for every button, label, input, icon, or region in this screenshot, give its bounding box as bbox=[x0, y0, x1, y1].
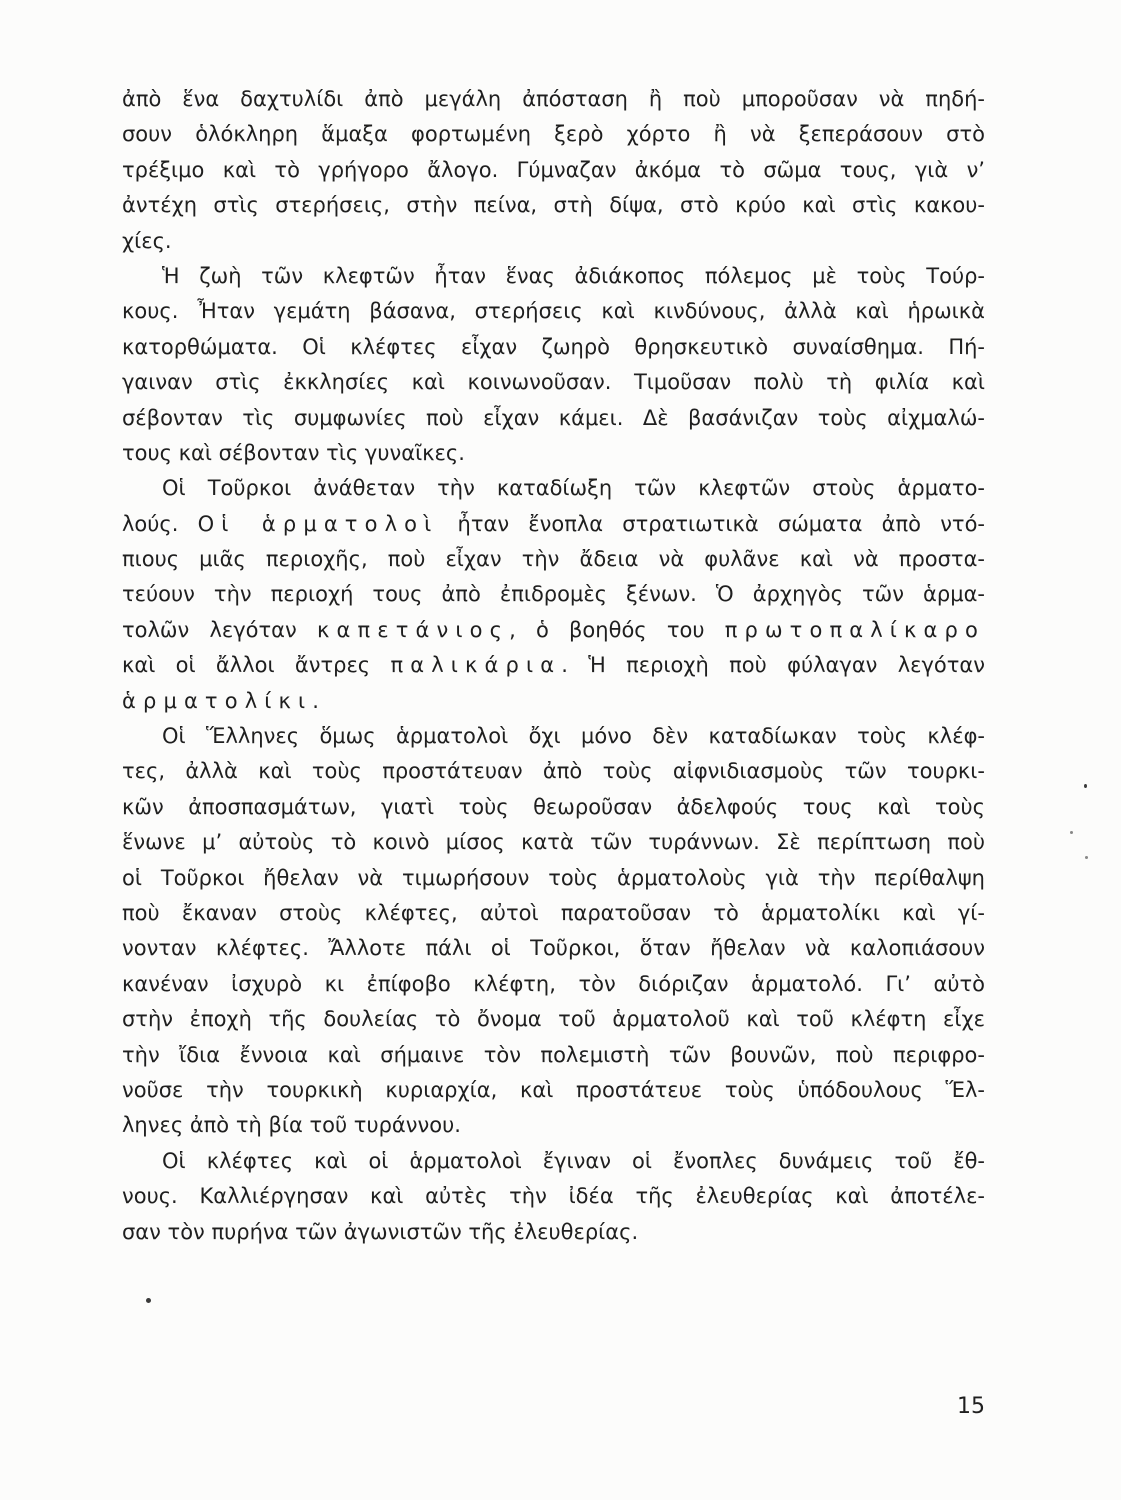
text-line: ἕνωνε μ’ αὐτοὺς τὸ κοινὸ μίσος κατὰ τῶν τυράννων. Σὲ περίπτωση ποὺ bbox=[122, 830, 985, 855]
body-text bbox=[122, 82, 985, 1250]
text-segment: . Ἡ περιοχὴ ποὺ φύλαγαν λεγόταν bbox=[561, 653, 985, 678]
text-line: στὴν ἐποχὴ τῆς δουλείας τὸ ὄνομα τοῦ ἁρματολοῦ καὶ τοῦ κλέφτη εἶχε bbox=[122, 1007, 985, 1032]
text-line: νοῦσε τὴν τουρκικὴ κυριαρχία, καὶ προστάτευε τοὺς ὑπόδουλους Ἕλ- bbox=[122, 1077, 985, 1102]
spaced-term: καπετάνιος bbox=[316, 617, 510, 642]
scan-speck bbox=[146, 1298, 151, 1303]
text-line: κανέναν ἰσχυρὸ κι ἐπίφοβο κλέφτη, τὸν διόριζαν ἁρματολό. Γι’ αὐτὸ bbox=[122, 971, 985, 996]
text-line: τεύουν τὴν περιοχή τους ἀπὸ ἐπιδρομὲς ξένων. Ὁ ἀρχηγὸς τῶν ἁρμα- bbox=[122, 582, 985, 607]
text-line: τες, ἀλλὰ καὶ τοὺς προστάτευαν ἀπὸ τοὺς αἰφνιδιασμοὺς τῶν τουρκι- bbox=[122, 759, 985, 784]
text-line: τὴν ἴδια ἔννοια καὶ σήμαινε τὸν πολεμιστὴ τῶν βουνῶν, ποὺ περιφρο- bbox=[122, 1042, 985, 1067]
text-segment: τολῶν λεγόταν bbox=[122, 617, 317, 642]
scan-speck bbox=[1084, 784, 1087, 788]
text-line: πιους μιᾶς περιοχῆς, ποὺ εἶχαν τὴν ἄδεια νὰ φυλᾶνε καὶ νὰ προστα- bbox=[122, 547, 985, 572]
text-line bbox=[122, 648, 985, 683]
paragraph bbox=[122, 719, 985, 1144]
paragraph bbox=[122, 259, 985, 471]
paragraph bbox=[122, 82, 985, 259]
text-line: χίες. bbox=[122, 228, 172, 253]
text-line: κους. Ἦταν γεμάτη βάσανα, στερήσεις καὶ κινδύνους, ἀλλὰ καὶ ἡρωικὰ bbox=[122, 299, 985, 324]
text-line: Οἱ κλέφτες καὶ οἱ ἁρματολοὶ ἔγιναν οἱ ἔνοπλες δυνάμεις τοῦ ἔθ- bbox=[162, 1148, 985, 1173]
text-line: νους. Καλλιέργησαν καὶ αὐτὲς τὴν ἰδέα τῆς ἐλευθερίας καὶ ἀποτέλε- bbox=[122, 1184, 985, 1209]
text-line: Ἡ ζωὴ τῶν κλεφτῶν ἦταν ἕνας ἀδιάκοπος πόλεμος μὲ τοὺς Τούρ- bbox=[162, 263, 985, 288]
text-line: ἀντέχη στὶς στερήσεις, στὴν πείνα, στὴ δίψα, στὸ κρύο καὶ στὶς κακου- bbox=[122, 193, 985, 218]
paragraph bbox=[122, 471, 985, 719]
text-line: ἀπὸ ἕνα δαχτυλίδι ἀπὸ μεγάλη ἀπόσταση ἢ ποὺ μποροῦσαν νὰ πηδή- bbox=[122, 87, 985, 111]
scan-speck bbox=[1085, 856, 1088, 859]
page-number: 15 bbox=[957, 1394, 985, 1419]
text-line bbox=[122, 613, 985, 648]
text-segment: . bbox=[312, 688, 319, 713]
text-line: κατορθώματα. Οἱ κλέφτες εἶχαν ζωηρὸ θρησκευτικὸ συναίσθημα. Πή- bbox=[122, 334, 985, 359]
text-line: γαιναν στὶς ἐκκλησίες καὶ κοινωνοῦσαν. Τιμοῦσαν πολὺ τὴ φιλία καὶ bbox=[122, 370, 985, 395]
spaced-term: πρωτοπαλίκαρο bbox=[724, 617, 985, 642]
scan-speck bbox=[1070, 831, 1073, 834]
text-line: σέβονταν τὶς συμφωνίες ποὺ εἶχαν κάμει. Δὲ βασάνιζαν τοὺς αἰχμαλώ- bbox=[122, 405, 985, 430]
text-line: τρέξιμο καὶ τὸ γρήγορο ἄλογο. Γύμναζαν ἀκόμα τὸ σῶμα τους, γιὰ ν’ bbox=[122, 157, 985, 182]
spaced-term: παλικάρια bbox=[390, 653, 562, 678]
text-line bbox=[122, 507, 985, 542]
text-line: ποὺ ἔκαναν στοὺς κλέφτες, αὐτοὶ παρατοῦσαν τὸ ἁρματολίκι καὶ γί- bbox=[122, 900, 985, 925]
text-segment: καὶ οἱ ἄλλοι ἄντρες bbox=[122, 653, 391, 678]
text-line bbox=[122, 684, 985, 719]
text-line: Οἱ Ἕλληνες ὅμως ἁρματολοὶ ὄχι μόνο δὲν καταδίωκαν τοὺς κλέφ- bbox=[162, 724, 985, 749]
text-line: σαν τὸν πυρήνα τῶν ἀγωνιστῶν τῆς ἐλευθερίας. bbox=[122, 1219, 639, 1244]
paragraph bbox=[122, 1144, 985, 1250]
text-segment: , ὁ βοηθός του bbox=[509, 617, 725, 642]
text-line: οἱ Τοῦρκοι ἤθελαν νὰ τιμωρήσουν τοὺς ἁρματολοὺς γιὰ τὴν περίθαλψη bbox=[122, 865, 985, 890]
text-segment: λούς. bbox=[122, 511, 198, 536]
text-line: ληνες ἀπὸ τὴ βία τοῦ τυράννου. bbox=[122, 1113, 461, 1138]
text-line: Οἱ Τοῦρκοι ἀνάθεταν τὴν καταδίωξη τῶν κλεφτῶν στοὺς ἁρματο- bbox=[162, 476, 985, 501]
spaced-term: Οἱ ἁρματολοὶ bbox=[197, 511, 439, 536]
text-line: τους καὶ σέβονταν τὶς γυναῖκες. bbox=[122, 440, 465, 465]
text-line: κῶν ἀποσπασμάτων, γιατὶ τοὺς θεωροῦσαν ἀδελφούς τους καὶ τοὺς bbox=[122, 794, 985, 819]
text-line: νονταν κλέφτες. Ἄλλοτε πάλι οἱ Τοῦρκοι, ὅταν ἤθελαν νὰ καλοπιάσουν bbox=[122, 936, 985, 961]
text-line: σουν ὁλόκληρη ἅμαξα φορτωμένη ξερὸ χόρτο ἢ νὰ ξεπεράσουν στὸ bbox=[122, 122, 985, 147]
text-segment: ἦταν ἔνοπλα στρατιωτικὰ σώματα ἀπὸ ντό- bbox=[438, 511, 985, 536]
spaced-term: ἁρματολίκι bbox=[122, 688, 313, 713]
